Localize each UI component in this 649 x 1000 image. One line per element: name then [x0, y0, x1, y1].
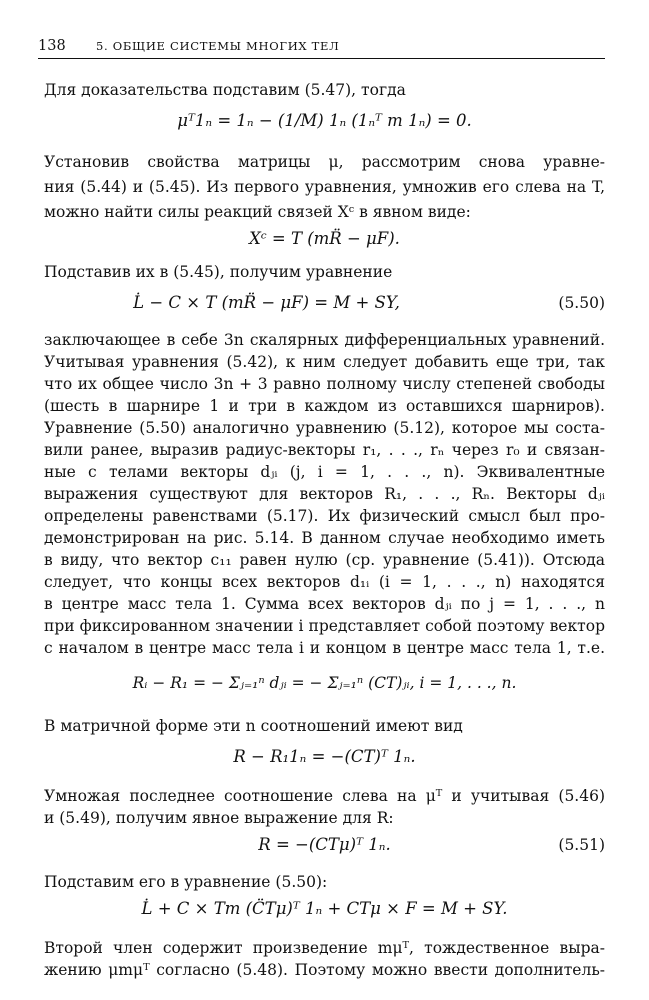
- equation: R − R₁1ₙ = −(CT)ᵀ 1ₙ.: [233, 747, 416, 766]
- text-line: демонстрирован на рис. 5.14. В данном случае необходимо иметь: [44, 529, 605, 547]
- equation: Xᶜ = T (mR̈ − μF).: [249, 229, 400, 248]
- text-line: В матричной форме эти n соотношений имеют вид: [44, 717, 463, 735]
- text-line: Второй член содержит произведение mμᵀ, тождественное выра-: [44, 939, 605, 957]
- equation: L̇ + C × Tm (C̈Tμ)ᵀ 1ₙ + CTμ × F = M + SY.: [141, 899, 508, 918]
- text-line: Уравнение (5.50) аналогично уравнению (5.12), которое мы соста-: [44, 419, 605, 437]
- text-line: Подставив их в (5.45), получим уравнение: [44, 263, 393, 281]
- text-line: Установив свойства матрицы μ, рассмотрим снова уравне-: [44, 153, 605, 171]
- equation: μᵀ1ₙ = 1ₙ − (1/M) 1ₙ (1ₙᵀ m 1ₙ) = 0.: [177, 111, 472, 130]
- text-line: выражения существуют для векторов R₁, . . ., Rₙ. Векторы dⱼᵢ: [44, 485, 605, 503]
- text-line: Умножая последнее соотношение слева на μᵀ и учитывая (5.46): [44, 787, 605, 805]
- text-line: Подставим его в уравнение (5.50):: [44, 873, 328, 891]
- text-line: вили ранее, выразив радиус-векторы r₁, . . ., rₙ через r₀ и связан-: [44, 441, 605, 459]
- page-number: 138: [38, 38, 66, 54]
- text-line: заключающее в себе 3n скалярных дифференциальных уравнений.: [44, 331, 605, 349]
- chapter-title: 5. ОБЩИЕ СИСТЕМЫ МНОГИХ ТЕЛ: [96, 39, 340, 53]
- text-line: что их общее число 3n + 3 равно полному числу степеней свободы: [44, 375, 605, 393]
- text-line: можно найти силы реакций связей Xᶜ в явном виде:: [44, 203, 471, 221]
- text-line: определены равенствами (5.17). Их физический смысл был про-: [44, 507, 605, 525]
- text-line: Для доказательства подставим (5.47), тогда: [44, 81, 406, 99]
- equation-number: (5.50): [558, 294, 605, 312]
- text-line: следует, что концы всех векторов d₁ᵢ (i = 1, . . ., n) находятся: [44, 573, 605, 591]
- text-line: при фиксированном значении i представляет собой поэтому вектор: [44, 617, 605, 635]
- text-line: жению μmμᵀ согласно (5.48). Поэтому можно ввести дополнитель-: [44, 961, 605, 979]
- equation: R = −(CTμ)ᵀ 1ₙ.: [258, 835, 391, 854]
- text-line: в виду, что вектор c₁₁ равен нулю (ср. уравнение (5.41)). Отсюда: [44, 551, 605, 569]
- text-line: в центре масс тела 1. Сумма всех векторов dⱼᵢ по j = 1, . . ., n: [44, 595, 605, 613]
- text-line: и (5.49), получим явное выражение для R:: [44, 809, 394, 827]
- text-line: с началом в центре масс тела i и концом в центре масс тела 1, т.е.: [44, 639, 605, 657]
- running-header: [38, 36, 605, 59]
- equation: Rᵢ − R₁ = − Σⱼ₌₁ⁿ dⱼᵢ = − Σⱼ₌₁ⁿ (CT)ⱼᵢ, i = 1, . . ., n.: [132, 674, 517, 692]
- text-line: (шесть в шарнире 1 и три в каждом из оставшихся шарниров).: [44, 397, 605, 415]
- equation: L̇ − C × T (mR̈ − μF) = M + SY,: [133, 293, 400, 312]
- text-line: ные с телами векторы dⱼᵢ (j, i = 1, . . ., n). Эквивалентные: [44, 463, 605, 481]
- text-line: Учитывая уравнения (5.42), к ним следует добавить еще три, так: [44, 353, 605, 371]
- equation-number: (5.51): [558, 836, 605, 854]
- text-line: ния (5.44) и (5.45). Из первого уравнения, умножив его слева на T,: [44, 178, 605, 196]
